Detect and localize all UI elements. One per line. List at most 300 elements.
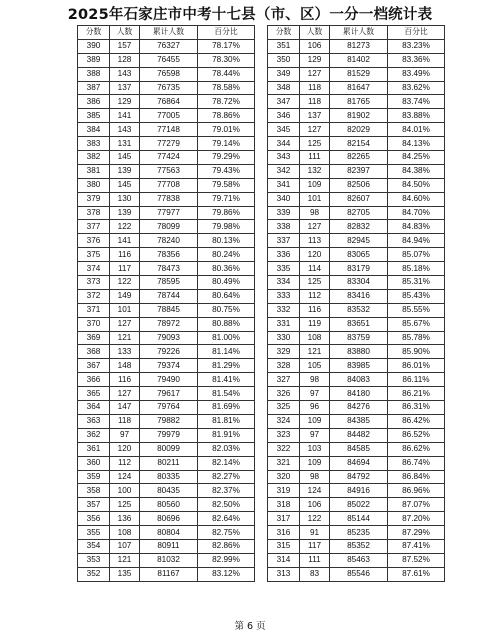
score-cell: 341 [268,178,300,192]
cumulative-cell: 78845 [140,303,198,317]
percent-cell: 82.75% [198,526,255,540]
count-cell: 109 [300,456,330,470]
table-row [78,428,255,442]
cumulative-cell: 81647 [330,81,388,95]
cumulative-cell: 79617 [140,387,198,401]
count-cell: 137 [110,81,140,95]
percent-cell: 85.07% [388,248,445,262]
cumulative-cell: 82154 [330,137,388,151]
score-cell: 336 [268,248,300,262]
count-cell: 98 [300,373,330,387]
cumulative-cell: 77838 [140,192,198,206]
table-row [268,414,445,428]
table-row [78,220,255,234]
table-row [78,123,255,137]
header-count: 人数 [110,26,140,40]
count-cell: 121 [110,331,140,345]
cumulative-cell: 77279 [140,137,198,151]
score-cell: 378 [78,206,110,220]
cumulative-cell: 80435 [140,484,198,498]
score-cell: 369 [78,331,110,345]
cumulative-cell: 85546 [330,567,388,581]
table-row [78,289,255,303]
score-cell: 380 [78,178,110,192]
table-row [78,95,255,109]
score-cell: 355 [78,526,110,540]
percent-cell: 84.25% [388,151,445,165]
percent-cell: 80.13% [198,234,255,248]
score-cell: 371 [78,303,110,317]
score-cell: 333 [268,289,300,303]
table-row [78,151,255,165]
table-row [268,539,445,553]
count-cell: 97 [300,428,330,442]
percent-cell: 87.52% [388,553,445,567]
percent-cell: 82.50% [198,498,255,512]
score-cell: 385 [78,109,110,123]
score-cell: 375 [78,248,110,262]
count-cell: 121 [110,553,140,567]
count-cell: 130 [110,192,140,206]
count-cell: 114 [300,262,330,276]
count-cell: 124 [110,470,140,484]
cumulative-cell: 84482 [330,428,388,442]
cumulative-cell: 84083 [330,373,388,387]
score-cell: 328 [268,359,300,373]
table-row [78,248,255,262]
count-cell: 101 [110,303,140,317]
table-row [268,428,445,442]
percent-cell: 82.37% [198,484,255,498]
score-cell: 382 [78,151,110,165]
cumulative-cell: 83985 [330,359,388,373]
score-cell: 318 [268,498,300,512]
score-cell: 339 [268,206,300,220]
count-cell: 118 [300,81,330,95]
percent-cell: 85.78% [388,331,445,345]
percent-cell: 79.98% [198,220,255,234]
percent-cell: 84.94% [388,234,445,248]
cumulative-cell: 78356 [140,248,198,262]
count-cell: 103 [300,442,330,456]
percent-cell: 86.31% [388,401,445,415]
count-cell: 124 [300,484,330,498]
percent-cell: 84.60% [388,192,445,206]
score-cell: 326 [268,387,300,401]
table-row [78,262,255,276]
table-row [78,512,255,526]
percent-cell: 82.14% [198,456,255,470]
percent-cell: 79.01% [198,123,255,137]
count-cell: 145 [110,178,140,192]
count-cell: 109 [300,178,330,192]
table-row [268,484,445,498]
table-row [78,484,255,498]
count-cell: 91 [300,526,330,540]
cumulative-cell: 83759 [330,331,388,345]
cumulative-cell: 85463 [330,553,388,567]
cumulative-cell: 78240 [140,234,198,248]
table-row [78,345,255,359]
header-score: 分数 [78,26,110,40]
score-table-left [77,25,255,582]
count-cell: 116 [110,248,140,262]
percent-cell: 85.31% [388,276,445,290]
cumulative-cell: 77708 [140,178,198,192]
count-cell: 100 [110,484,140,498]
count-cell: 112 [110,456,140,470]
score-cell: 332 [268,303,300,317]
percent-cell: 83.62% [388,81,445,95]
percent-cell: 83.88% [388,109,445,123]
percent-cell: 86.84% [388,470,445,484]
score-cell: 335 [268,262,300,276]
count-cell: 139 [110,164,140,178]
count-cell: 145 [110,151,140,165]
score-cell: 342 [268,164,300,178]
score-cell: 321 [268,456,300,470]
cumulative-cell: 77005 [140,109,198,123]
percent-cell: 83.74% [388,95,445,109]
score-cell: 352 [78,567,110,581]
percent-cell: 83.12% [198,567,255,581]
header-percent: 百分比 [388,26,445,40]
count-cell: 106 [300,498,330,512]
count-cell: 118 [300,95,330,109]
table-row [78,553,255,567]
table-row [78,359,255,373]
count-cell: 129 [110,95,140,109]
table-header-row [78,26,255,40]
percent-cell: 81.29% [198,359,255,373]
table-row [268,151,445,165]
page-number: 第 6 页 [234,621,266,632]
percent-cell: 86.74% [388,456,445,470]
percent-cell: 82.86% [198,539,255,553]
cumulative-cell: 80560 [140,498,198,512]
table-row [268,234,445,248]
cumulative-cell: 84916 [330,484,388,498]
score-cell: 389 [78,53,110,67]
score-cell: 349 [268,67,300,81]
table-row [268,456,445,470]
score-cell: 366 [78,373,110,387]
cumulative-cell: 76598 [140,67,198,81]
cumulative-cell: 84180 [330,387,388,401]
count-cell: 96 [300,401,330,415]
cumulative-cell: 83304 [330,276,388,290]
table-row [268,220,445,234]
percent-cell: 80.88% [198,317,255,331]
count-cell: 83 [300,567,330,581]
cumulative-cell: 84694 [330,456,388,470]
cumulative-cell: 80099 [140,442,198,456]
score-cell: 364 [78,401,110,415]
cumulative-cell: 79882 [140,414,198,428]
score-cell: 338 [268,220,300,234]
cumulative-cell: 85352 [330,539,388,553]
score-cell: 343 [268,151,300,165]
count-cell: 108 [110,526,140,540]
count-cell: 122 [110,220,140,234]
cumulative-cell: 82506 [330,178,388,192]
table-body-right [268,39,445,581]
percent-cell: 78.44% [198,67,255,81]
page-title: 2025年石家庄市中考十七县（市、区）一分一档统计表 [67,7,433,23]
score-cell: 315 [268,539,300,553]
score-cell: 372 [78,289,110,303]
score-cell: 345 [268,123,300,137]
cumulative-cell: 84585 [330,442,388,456]
percent-cell: 79.71% [198,192,255,206]
count-cell: 136 [110,512,140,526]
count-cell: 127 [300,67,330,81]
table-row [78,414,255,428]
cumulative-cell: 85144 [330,512,388,526]
score-cell: 313 [268,567,300,581]
count-cell: 128 [110,53,140,67]
score-cell: 379 [78,192,110,206]
percent-cell: 86.01% [388,359,445,373]
percent-cell: 80.24% [198,248,255,262]
score-cell: 363 [78,414,110,428]
percent-cell: 81.54% [198,387,255,401]
table-row [78,178,255,192]
cumulative-cell: 83179 [330,262,388,276]
count-cell: 119 [300,317,330,331]
cumulative-cell: 80211 [140,456,198,470]
table-row [268,178,445,192]
cumulative-cell: 84385 [330,414,388,428]
header-cumulative: 累计人数 [140,26,198,40]
count-cell: 133 [110,345,140,359]
table-row [268,164,445,178]
percent-cell: 82.27% [198,470,255,484]
count-cell: 122 [110,276,140,290]
count-cell: 149 [110,289,140,303]
percent-cell: 83.23% [388,39,445,53]
count-cell: 121 [300,345,330,359]
percent-cell: 80.64% [198,289,255,303]
percent-cell: 84.38% [388,164,445,178]
percent-cell: 84.13% [388,137,445,151]
table-row [268,289,445,303]
percent-cell: 81.69% [198,401,255,415]
table-row [78,456,255,470]
percent-cell: 87.07% [388,498,445,512]
table-row [268,123,445,137]
score-cell: 347 [268,95,300,109]
percent-cell: 86.21% [388,387,445,401]
cumulative-cell: 77424 [140,151,198,165]
count-cell: 109 [300,414,330,428]
cumulative-cell: 82705 [330,206,388,220]
percent-cell: 79.43% [198,164,255,178]
percent-cell: 83.49% [388,67,445,81]
table-row [78,303,255,317]
table-row [268,526,445,540]
score-cell: 390 [78,39,110,53]
count-cell: 113 [300,234,330,248]
cumulative-cell: 80335 [140,470,198,484]
score-cell: 359 [78,470,110,484]
percent-cell: 81.81% [198,414,255,428]
percent-cell: 84.83% [388,220,445,234]
cumulative-cell: 81273 [330,39,388,53]
score-cell: 381 [78,164,110,178]
cumulative-cell: 81167 [140,567,198,581]
percent-cell: 87.41% [388,539,445,553]
table-row [268,442,445,456]
table-row [268,359,445,373]
count-cell: 117 [300,539,330,553]
cumulative-cell: 79374 [140,359,198,373]
table-row [78,67,255,81]
score-cell: 348 [268,81,300,95]
score-cell: 361 [78,442,110,456]
score-cell: 374 [78,262,110,276]
count-cell: 125 [110,498,140,512]
table-body-left [78,39,255,581]
table-row [268,67,445,81]
table-row [78,317,255,331]
percent-cell: 78.17% [198,39,255,53]
cumulative-cell: 81902 [330,109,388,123]
table-row [268,206,445,220]
cumulative-cell: 84276 [330,401,388,415]
cumulative-cell: 85022 [330,498,388,512]
cumulative-cell: 76735 [140,81,198,95]
count-cell: 127 [110,317,140,331]
percent-cell: 86.42% [388,414,445,428]
table-row [78,387,255,401]
percent-cell: 80.49% [198,276,255,290]
table-row [268,95,445,109]
count-cell: 127 [300,123,330,137]
count-cell: 105 [300,359,330,373]
percent-cell: 79.29% [198,151,255,165]
cumulative-cell: 79979 [140,428,198,442]
cumulative-cell: 83065 [330,248,388,262]
cumulative-cell: 82607 [330,192,388,206]
score-cell: 365 [78,387,110,401]
cumulative-cell: 83532 [330,303,388,317]
score-cell: 383 [78,137,110,151]
count-cell: 147 [110,401,140,415]
score-cell: 331 [268,317,300,331]
score-cell: 384 [78,123,110,137]
table-row [78,192,255,206]
cumulative-cell: 78099 [140,220,198,234]
count-cell: 120 [110,442,140,456]
score-cell: 368 [78,345,110,359]
header-count: 人数 [300,26,330,40]
table-row [268,303,445,317]
count-cell: 122 [300,512,330,526]
table-row [268,373,445,387]
cumulative-cell: 79764 [140,401,198,415]
table-row [268,345,445,359]
score-cell: 337 [268,234,300,248]
percent-cell: 87.29% [388,526,445,540]
percent-cell: 84.01% [388,123,445,137]
count-cell: 148 [110,359,140,373]
count-cell: 107 [110,539,140,553]
percent-cell: 79.14% [198,137,255,151]
percent-cell: 82.99% [198,553,255,567]
cumulative-cell: 79490 [140,373,198,387]
cumulative-cell: 83651 [330,317,388,331]
score-cell: 344 [268,137,300,151]
count-cell: 116 [300,303,330,317]
percent-cell: 80.75% [198,303,255,317]
score-cell: 316 [268,526,300,540]
count-cell: 132 [300,164,330,178]
count-cell: 98 [300,206,330,220]
cumulative-cell: 82265 [330,151,388,165]
table-row [268,512,445,526]
count-cell: 127 [110,387,140,401]
percent-cell: 82.64% [198,512,255,526]
percent-cell: 78.86% [198,109,255,123]
percent-cell: 86.52% [388,428,445,442]
score-cell: 334 [268,276,300,290]
count-cell: 117 [110,262,140,276]
table-row [268,387,445,401]
table-row [268,81,445,95]
table-row [268,53,445,67]
cumulative-cell: 76864 [140,95,198,109]
percent-cell: 78.58% [198,81,255,95]
table-row [268,567,445,581]
percent-cell: 85.55% [388,303,445,317]
score-cell: 373 [78,276,110,290]
count-cell: 108 [300,331,330,345]
count-cell: 120 [300,248,330,262]
cumulative-cell: 82397 [330,164,388,178]
table-row [268,498,445,512]
cumulative-cell: 82029 [330,123,388,137]
table-row [268,331,445,345]
count-cell: 97 [300,387,330,401]
table-row [268,192,445,206]
count-cell: 157 [110,39,140,53]
count-cell: 141 [110,109,140,123]
percent-cell: 78.30% [198,53,255,67]
cumulative-cell: 84792 [330,470,388,484]
score-cell: 370 [78,317,110,331]
header-cumulative: 累计人数 [330,26,388,40]
percent-cell: 85.67% [388,317,445,331]
score-cell: 325 [268,401,300,415]
score-cell: 346 [268,109,300,123]
cumulative-cell: 80804 [140,526,198,540]
table-row [78,206,255,220]
score-cell: 367 [78,359,110,373]
table-row [78,567,255,581]
table-row [78,498,255,512]
table-row [78,470,255,484]
cumulative-cell: 79226 [140,345,198,359]
count-cell: 125 [300,137,330,151]
percent-cell: 86.62% [388,442,445,456]
table-row [78,137,255,151]
cumulative-cell: 81529 [330,67,388,81]
cumulative-cell: 79093 [140,331,198,345]
count-cell: 131 [110,137,140,151]
table-row [268,553,445,567]
percent-cell: 81.41% [198,373,255,387]
